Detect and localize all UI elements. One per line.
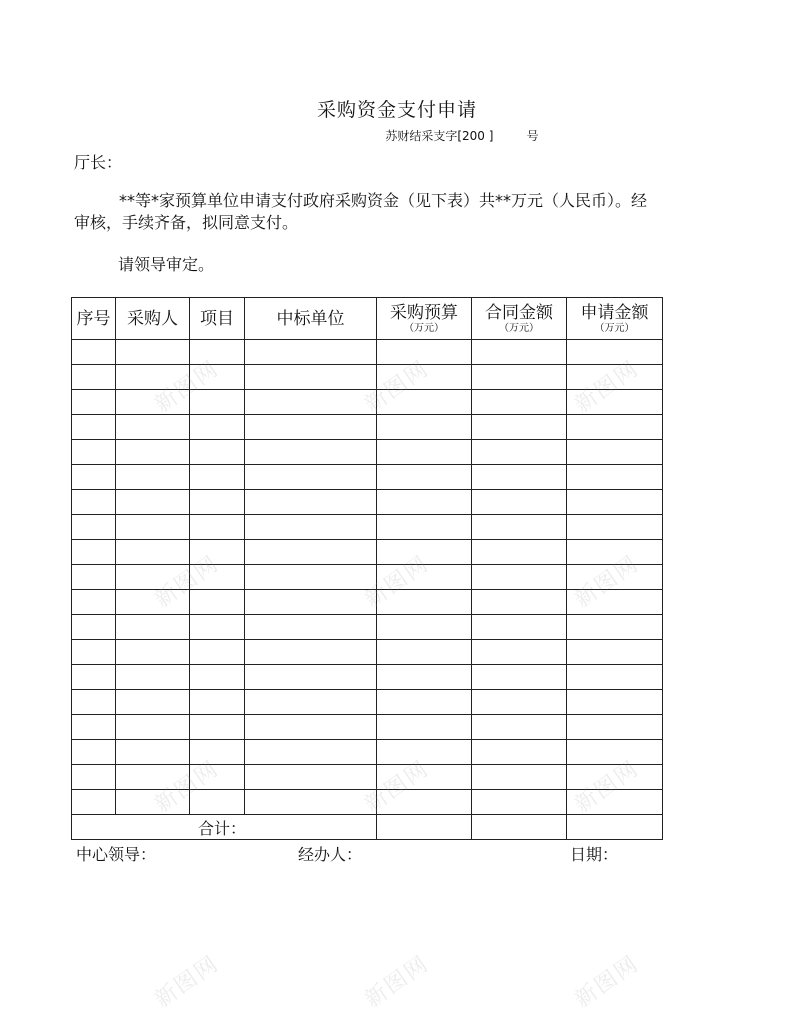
watermark-logo: 新图网: [360, 951, 434, 1014]
table-cell[interactable]: [116, 390, 190, 415]
table-row: [72, 340, 663, 365]
watermark-logo: 新图网: [150, 551, 224, 614]
table-cell[interactable]: [472, 490, 567, 515]
table-cell[interactable]: [190, 565, 245, 590]
table-cell[interactable]: [72, 365, 116, 390]
table-cell[interactable]: [116, 690, 190, 715]
closing-line: 请领导审定。: [118, 255, 215, 274]
table-cell[interactable]: [567, 540, 663, 565]
col-header-budget: 采购预算 （万元）: [377, 298, 472, 340]
table-cell[interactable]: [472, 440, 567, 465]
table-cell[interactable]: [190, 740, 245, 765]
table-cell[interactable]: [377, 490, 472, 515]
table-cell[interactable]: [72, 490, 116, 515]
table-cell[interactable]: [116, 565, 190, 590]
salutation: 厅长：: [74, 153, 123, 172]
table-cell[interactable]: [567, 790, 663, 815]
table-cell[interactable]: [116, 590, 190, 615]
table-cell[interactable]: [245, 790, 377, 815]
leader-signature-label: 中心领导：: [76, 845, 157, 864]
document-number: [0, 127, 794, 144]
table-cell[interactable]: [567, 715, 663, 740]
table-cell[interactable]: [116, 490, 190, 515]
col-header-contract-amount: 合同金额 （万元）: [472, 298, 567, 340]
table-row: [72, 515, 663, 540]
table-cell[interactable]: [377, 415, 472, 440]
table-cell[interactable]: [567, 515, 663, 540]
table-cell[interactable]: [245, 615, 377, 640]
table-cell[interactable]: [567, 490, 663, 515]
table-cell[interactable]: [377, 740, 472, 765]
watermark-logo: 新图网: [570, 551, 644, 614]
table-cell[interactable]: [472, 790, 567, 815]
table-cell[interactable]: [116, 465, 190, 490]
table-cell[interactable]: [190, 690, 245, 715]
watermark-logo: 新图网: [360, 551, 434, 614]
table-cell[interactable]: [245, 715, 377, 740]
table-cell[interactable]: [116, 440, 190, 465]
table-cell[interactable]: [377, 765, 472, 790]
table-row: [72, 765, 663, 790]
table-cell[interactable]: [472, 365, 567, 390]
table-cell[interactable]: [190, 340, 245, 365]
table-cell[interactable]: [116, 415, 190, 440]
table-cell[interactable]: [245, 415, 377, 440]
table-row: [72, 615, 663, 640]
table-cell[interactable]: [245, 665, 377, 690]
table-cell[interactable]: [567, 665, 663, 690]
document-title: 采购资金支付申请: [316, 99, 477, 121]
table-cell[interactable]: [377, 665, 472, 690]
table-row: [72, 440, 663, 465]
table-cell[interactable]: [567, 640, 663, 665]
table-row: [72, 590, 663, 615]
table-cell[interactable]: [377, 690, 472, 715]
table-cell[interactable]: [567, 440, 663, 465]
table-cell[interactable]: [72, 590, 116, 615]
table-cell[interactable]: [72, 515, 116, 540]
watermark-logo: 新图网: [150, 951, 224, 1014]
table-cell[interactable]: [245, 440, 377, 465]
table-cell[interactable]: [72, 790, 116, 815]
table-cell[interactable]: [245, 765, 377, 790]
table-cell[interactable]: [245, 590, 377, 615]
table-cell[interactable]: [245, 390, 377, 415]
table-cell[interactable]: [472, 340, 567, 365]
table-row: [72, 740, 663, 765]
table-cell[interactable]: [377, 365, 472, 390]
table-cell[interactable]: [190, 390, 245, 415]
table-cell[interactable]: [116, 665, 190, 690]
table-cell[interactable]: [72, 390, 116, 415]
table-cell[interactable]: [72, 715, 116, 740]
table-cell[interactable]: [567, 690, 663, 715]
table-cell[interactable]: [190, 365, 245, 390]
table-row: [72, 490, 663, 515]
table-row: [72, 540, 663, 565]
date-label: 日期：: [570, 845, 619, 864]
table-cell[interactable]: [72, 465, 116, 490]
table-cell[interactable]: [567, 465, 663, 490]
table-cell[interactable]: [72, 440, 116, 465]
table-cell[interactable]: [377, 540, 472, 565]
table-cell[interactable]: [567, 340, 663, 365]
table-cell[interactable]: [190, 715, 245, 740]
table-cell[interactable]: [116, 365, 190, 390]
total-contract-cell[interactable]: [472, 815, 567, 840]
watermark-logo: 新图网: [360, 356, 434, 419]
table-cell[interactable]: [72, 565, 116, 590]
body-paragraph: **等*家预算单位申请支付政府采购资金（见下表）共**万元（人民币）。经审核，手续齐备，拟同意支付。: [74, 191, 648, 232]
col-header-requested-amount: 申请金额 （万元）: [567, 298, 663, 340]
table-cell[interactable]: [567, 415, 663, 440]
table-cell[interactable]: [472, 465, 567, 490]
table-cell[interactable]: [245, 690, 377, 715]
table-cell[interactable]: [377, 390, 472, 415]
table-cell[interactable]: [190, 615, 245, 640]
col-unit-contract: （万元）: [499, 323, 539, 334]
table-body: [72, 340, 663, 815]
table-cell[interactable]: [472, 640, 567, 665]
table-cell[interactable]: [72, 640, 116, 665]
table-cell[interactable]: [377, 615, 472, 640]
table-cell[interactable]: [245, 565, 377, 590]
table-cell[interactable]: [190, 465, 245, 490]
table-cell[interactable]: [377, 465, 472, 490]
table-cell[interactable]: [245, 490, 377, 515]
table-cell[interactable]: [190, 490, 245, 515]
document-number-suffix: 号: [526, 129, 539, 143]
table-cell[interactable]: [245, 740, 377, 765]
table-cell[interactable]: [472, 665, 567, 690]
table-cell[interactable]: [190, 440, 245, 465]
table-cell[interactable]: [245, 540, 377, 565]
document-number-prefix: 苏财结采支字[200 ]: [385, 129, 494, 143]
watermark-logo: 新图网: [150, 356, 224, 419]
table-cell[interactable]: [116, 640, 190, 665]
table-cell[interactable]: [190, 790, 245, 815]
table-row: [72, 565, 663, 590]
table-cell[interactable]: [72, 690, 116, 715]
table-cell[interactable]: [377, 340, 472, 365]
table-cell[interactable]: [567, 365, 663, 390]
table-row: [72, 790, 663, 815]
table-cell[interactable]: [245, 365, 377, 390]
table-cell[interactable]: [377, 590, 472, 615]
table-cell[interactable]: [116, 765, 190, 790]
table-cell[interactable]: [190, 765, 245, 790]
table-cell[interactable]: [116, 515, 190, 540]
watermark-logo: 新图网: [360, 756, 434, 819]
watermark-logo: 新图网: [570, 951, 644, 1014]
col-header-project: 项目: [190, 298, 245, 340]
table-cell[interactable]: [116, 540, 190, 565]
table-cell[interactable]: [472, 565, 567, 590]
total-label: 合计：: [72, 815, 377, 840]
total-budget-cell[interactable]: [377, 815, 472, 840]
handler-signature-label: 经办人：: [298, 845, 363, 864]
table-cell[interactable]: [72, 665, 116, 690]
table-cell[interactable]: [190, 540, 245, 565]
table-cell[interactable]: [116, 340, 190, 365]
table-cell[interactable]: [567, 590, 663, 615]
table-cell[interactable]: [472, 390, 567, 415]
table-cell[interactable]: [72, 615, 116, 640]
table-cell[interactable]: [567, 740, 663, 765]
table-cell[interactable]: [472, 415, 567, 440]
table-cell[interactable]: [567, 565, 663, 590]
table-cell[interactable]: [377, 515, 472, 540]
table-cell[interactable]: [245, 465, 377, 490]
table-row: [72, 640, 663, 665]
total-requested-cell[interactable]: [567, 815, 663, 840]
table-cell[interactable]: [567, 615, 663, 640]
table-row: [72, 365, 663, 390]
table-cell[interactable]: [116, 715, 190, 740]
table-cell[interactable]: [567, 765, 663, 790]
table-cell[interactable]: [377, 565, 472, 590]
table-cell[interactable]: [116, 615, 190, 640]
table-row: [72, 415, 663, 440]
table-cell[interactable]: [245, 640, 377, 665]
table-cell[interactable]: [190, 415, 245, 440]
table-cell[interactable]: [472, 590, 567, 615]
table-cell[interactable]: [472, 540, 567, 565]
table-cell[interactable]: [72, 415, 116, 440]
table-cell[interactable]: [377, 715, 472, 740]
watermark-logo: 新图网: [570, 356, 644, 419]
watermark-logo: 新图网: [570, 756, 644, 819]
total-row: [72, 815, 663, 840]
col-unit-budget: （万元）: [404, 323, 444, 334]
col-header-winning-bidder: 中标单位: [245, 298, 377, 340]
table-cell[interactable]: [472, 515, 567, 540]
table-cell[interactable]: [472, 740, 567, 765]
table-cell[interactable]: [116, 740, 190, 765]
table-cell[interactable]: [472, 690, 567, 715]
table-cell[interactable]: [472, 765, 567, 790]
table-cell[interactable]: [190, 590, 245, 615]
table-cell[interactable]: [377, 790, 472, 815]
table-cell[interactable]: [72, 340, 116, 365]
table-row: [72, 465, 663, 490]
payment-table: [71, 297, 663, 840]
table-cell[interactable]: [245, 340, 377, 365]
table-cell[interactable]: [472, 715, 567, 740]
watermark-logo: 新图网: [150, 756, 224, 819]
table-cell[interactable]: [377, 640, 472, 665]
table-row: [72, 690, 663, 715]
table-cell[interactable]: [567, 390, 663, 415]
table-row: [72, 665, 663, 690]
table-cell[interactable]: [190, 640, 245, 665]
table-cell[interactable]: [190, 515, 245, 540]
col-unit-requested: （万元）: [594, 323, 635, 334]
col-header-seq: 序号: [72, 298, 116, 340]
col-header-purchaser: 采购人: [116, 298, 190, 340]
table-cell[interactable]: [72, 765, 116, 790]
table-cell[interactable]: [472, 615, 567, 640]
table-header-row: [72, 298, 663, 340]
table-cell[interactable]: [245, 515, 377, 540]
table-cell[interactable]: [116, 790, 190, 815]
table-cell[interactable]: [377, 440, 472, 465]
table-cell[interactable]: [72, 740, 116, 765]
table-row: [72, 390, 663, 415]
table-cell[interactable]: [72, 540, 116, 565]
table-row: [72, 715, 663, 740]
table-cell[interactable]: [190, 665, 245, 690]
